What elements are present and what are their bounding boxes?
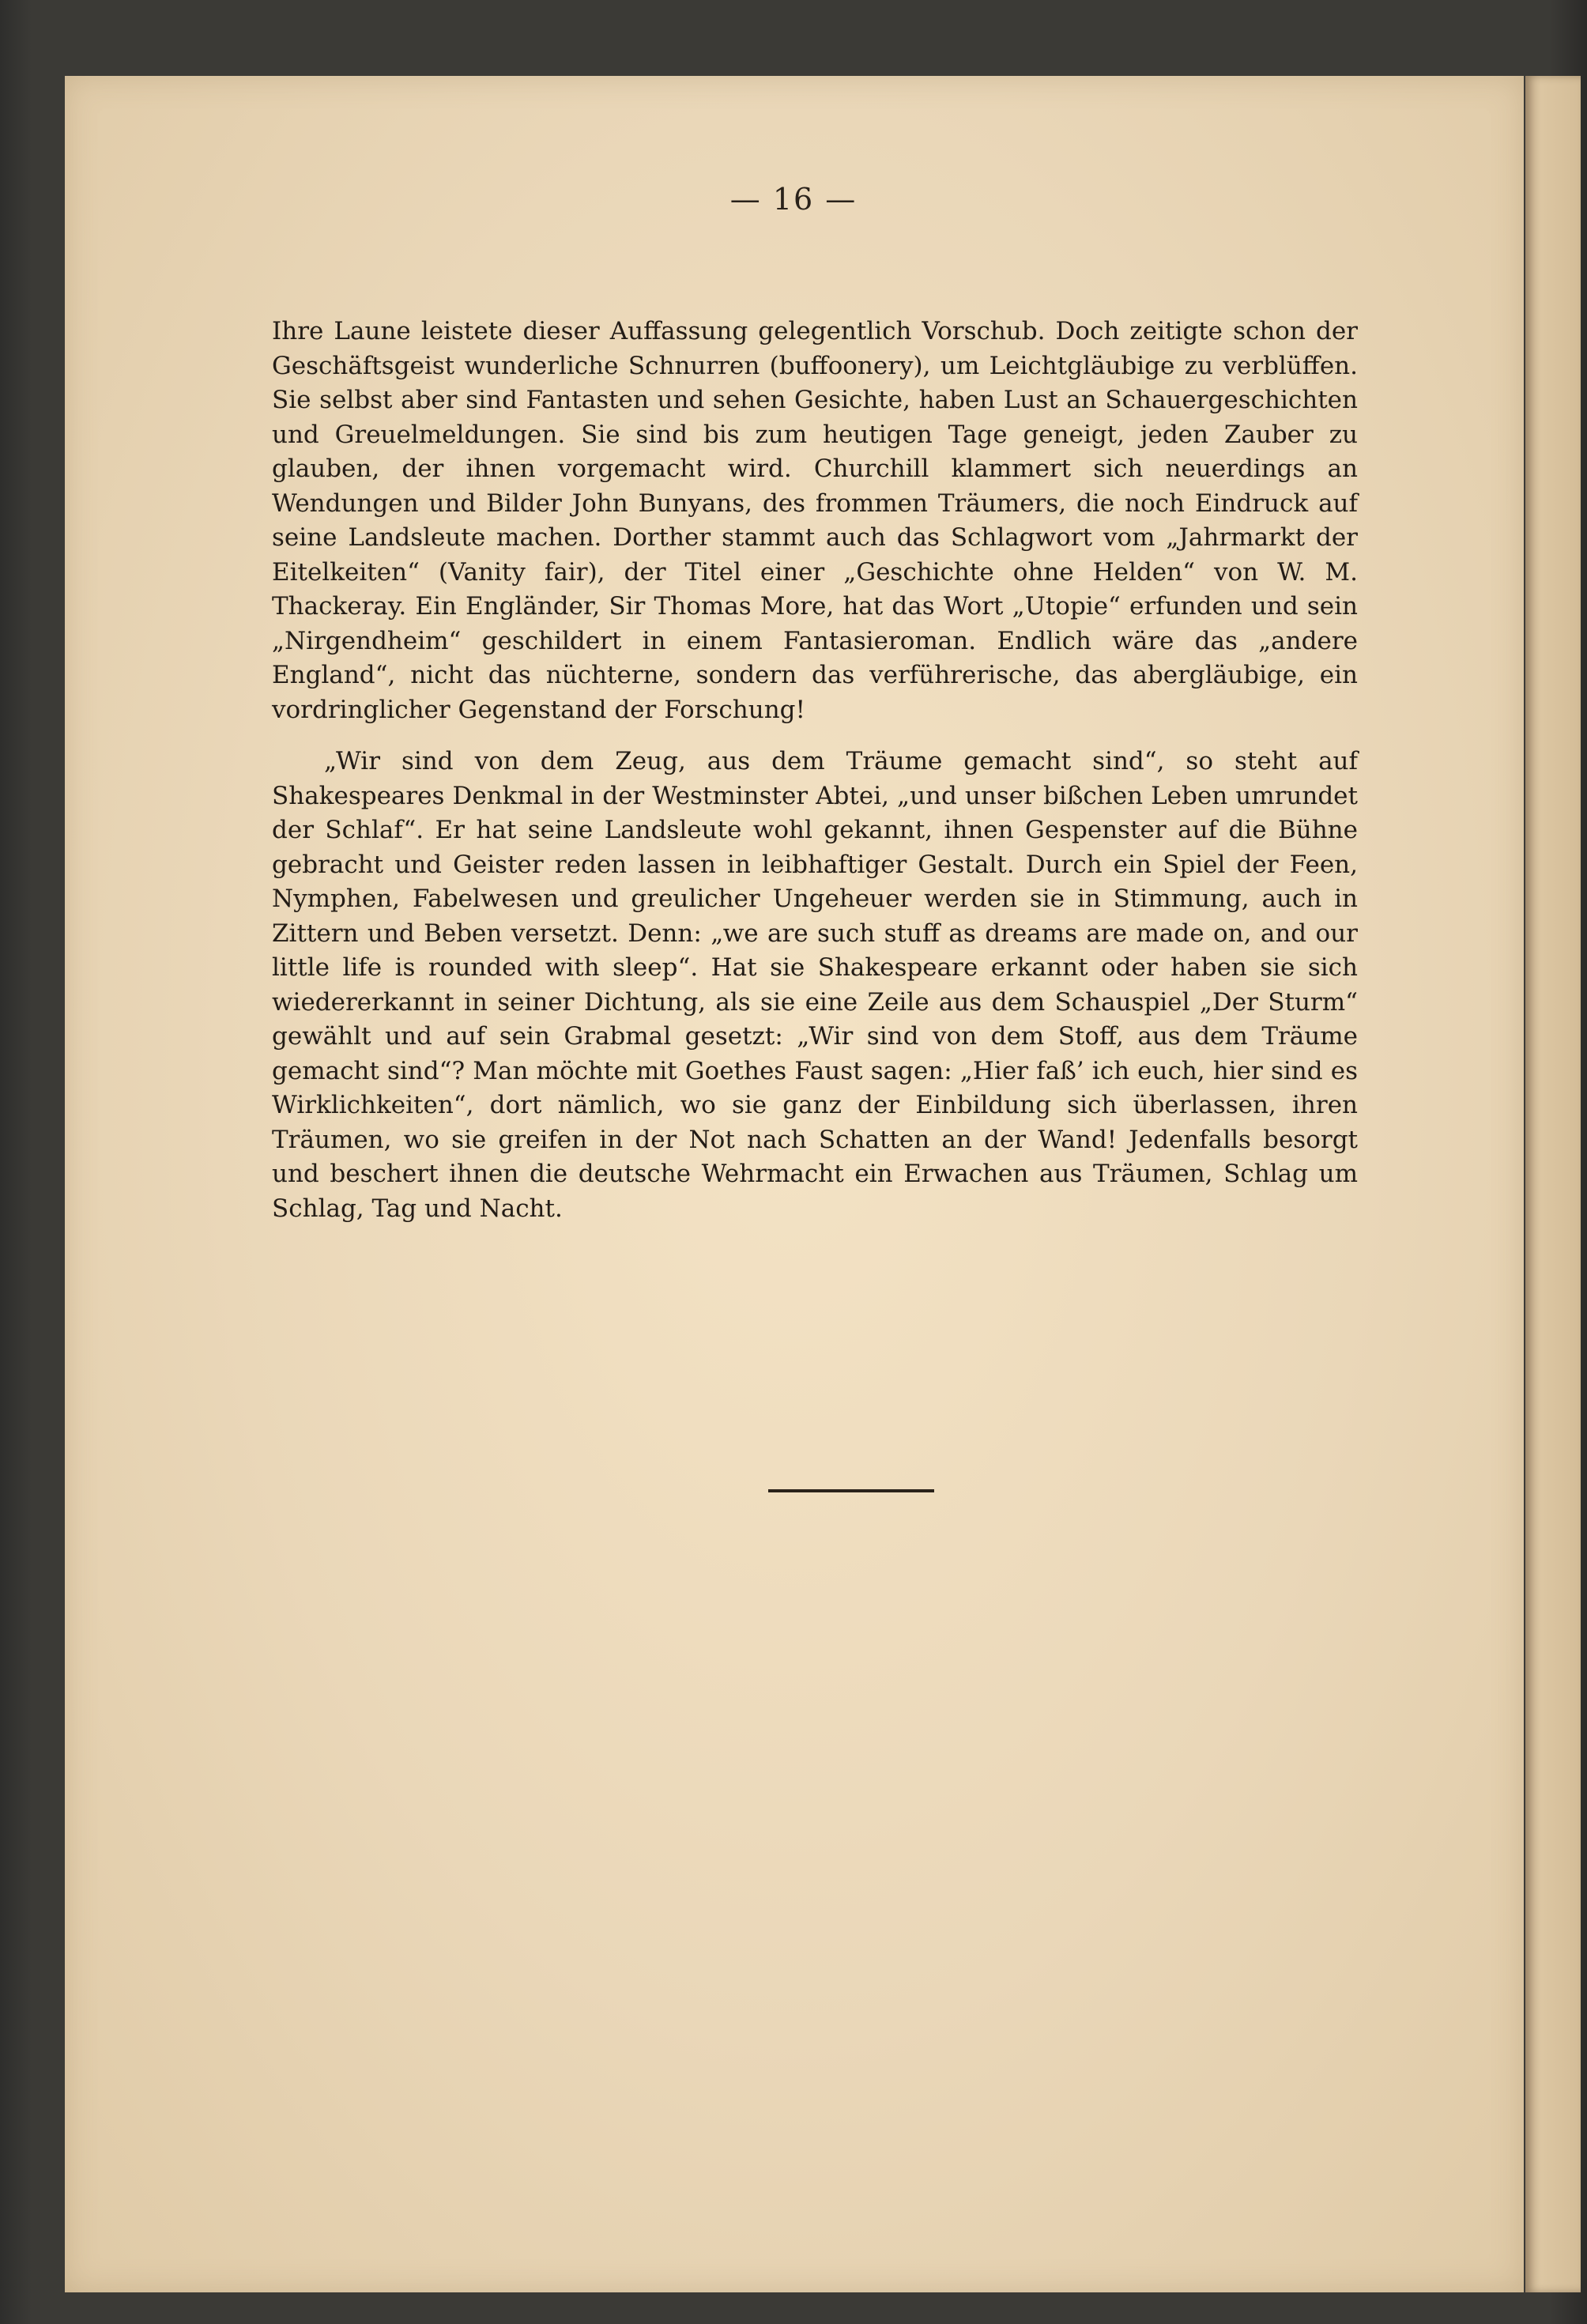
paragraph-2: „Wir sind von dem Zeug, aus dem Träume gemacht sind“, so steht auf Shakespeares Denkmal in der Westminster Abtei, „und unser bißchen Leben umrundet der Schlaf“. Er hat seine Landsleute wohl gekannt, ihnen Gespenster auf die Bühne gebracht und Geister reden lassen in leibhaftiger Gestalt. Durch ein Spiel der Feen, Nymphen, Fabelwesen und greulicher Ungeheuer werden sie in Stimmung, auch in Zittern und Beben versetzt. Denn: „we are such stuff as dreams are made on, and our little life is rounded with sleep“. Hat sie Shakespeare erkannt oder haben sie sich wiedererkannt in seiner Dichtung, als sie eine Zeile aus dem Schauspiel „Der Sturm“ gewählt und auf sein Grabmal gesetzt: „Wir sind von dem Stoff, aus dem Träume gemacht sind“? Man möchte mit Goethes Faust sagen: „Hier faß’ ich euch, hier sind es Wirklichkeiten“, dort nämlich, wo sie ganz der Einbildung sich überlassen, ihren Träumen, wo sie greifen in der Not nach Schatten an der Wand! Jedenfalls besorgt und beschert ihnen die deutsche Wehrmacht ein Erwachen aus Träumen, Schlag um Schlag, Tag und Nacht. — [272, 747, 1358, 1223]
body-text — [272, 315, 1358, 1226]
section-end-rule — [768, 1489, 934, 1492]
paragraph-1: Ihre Laune leistete dieser Auffassung gelegentlich Vorschub. Doch zeitigte schon der Geschäftsgeist wunderliche Schnurren (buffoonery), um Leichtgläubige zu verblüffen. Sie selbst aber sind Fantasten und sehen Gesichte, haben Lust an Schauergeschichten und Greuelmeldungen. Sie sind bis zum heutigen Tage geneigt, jeden Zauber zu glauben, der ihnen vorgemacht wird. Churchill klammert sich neuerdings an Wendungen und Bilder John Bunyans, des frommen Träumers, die noch Eindruck auf seine Landsleute machen. Dorther stammt auch das Schlagwort vom „Jahrmarkt der Eitelkeiten“ (Vanity fair), der Titel einer „Geschichte ohne Helden“ von W. M. Thackeray. Ein Engländer, Sir Thomas More, hat das Wort „Utopie“ erfunden und sein „Nirgendheim“ geschildert in einem Fantasieroman. Endlich wäre das „andere England“, nicht das nüchterne, sondern das verführerische, das abergläubige, ein vordringlicher Gegenstand der Forschung! — [272, 317, 1358, 724]
page-number: — 16 — — [729, 182, 858, 217]
adjacent-page-edge — [1525, 76, 1581, 2292]
